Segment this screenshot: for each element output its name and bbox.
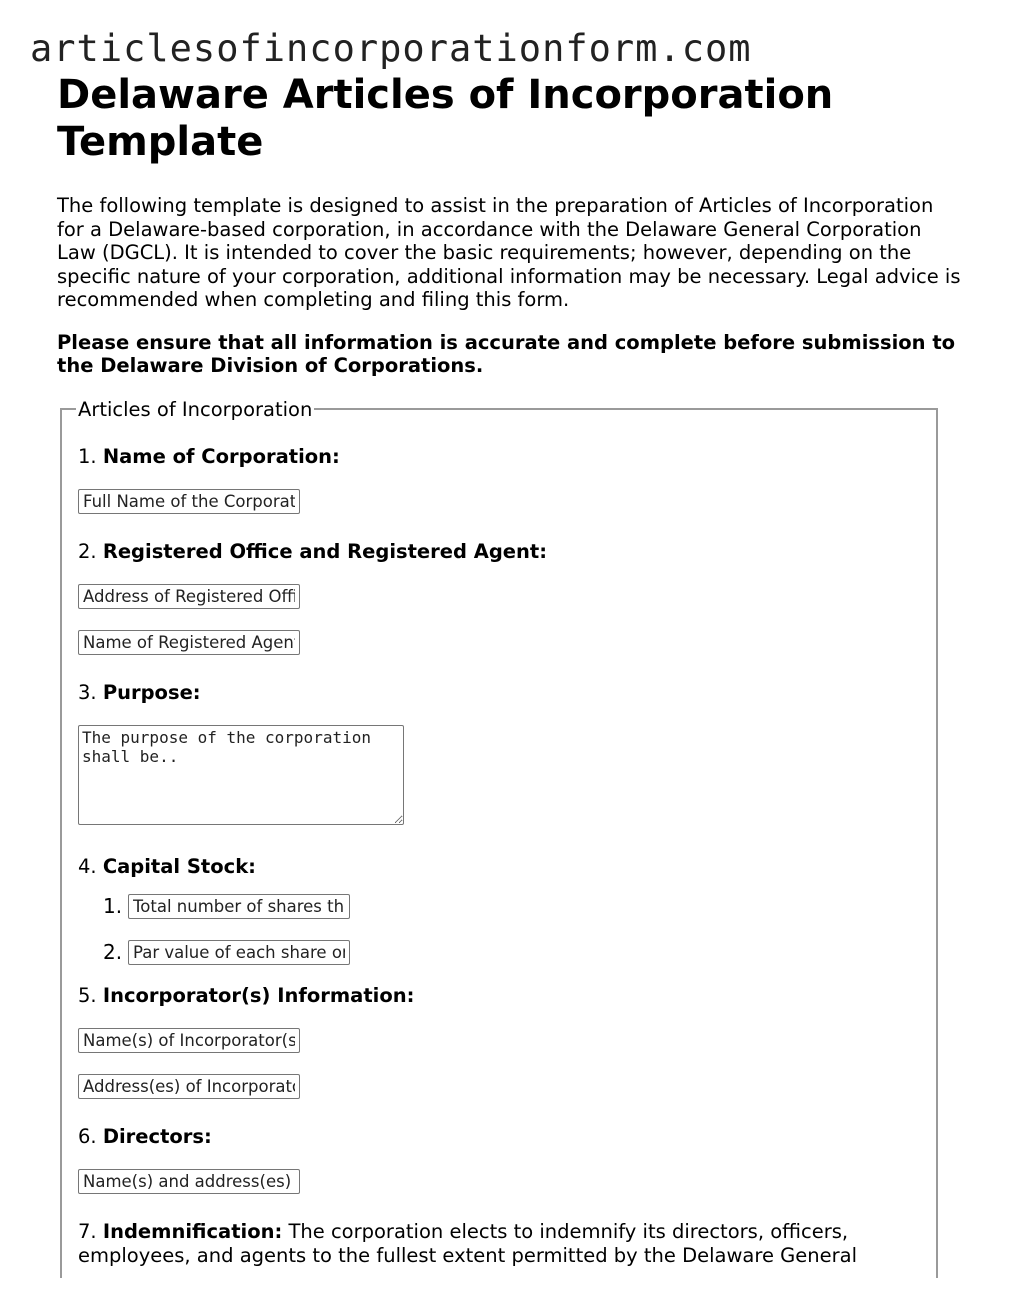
page-title: Delaware Articles of Incorporation Template <box>57 72 834 165</box>
section-label: Name of Corporation: <box>102 444 340 468</box>
total-shares-input[interactable] <box>128 894 350 919</box>
section-name <box>78 445 936 469</box>
section-indemnification <box>78 1220 878 1268</box>
site-watermark: articlesofincorporationform.com <box>30 27 752 70</box>
list-item <box>103 940 936 965</box>
section-label: Capital Stock: <box>102 854 256 878</box>
par-value-input[interactable] <box>128 940 350 965</box>
document-page <box>57 72 962 1278</box>
submission-notice: Please ensure that all information is accurate and complete before submission to the Delaware Division of Corporations. <box>57 330 956 377</box>
fieldset-legend: Articles of Incorporation <box>78 397 313 421</box>
section-directors <box>78 1125 936 1149</box>
corporation-name-input[interactable] <box>78 489 300 514</box>
section-label: Incorporator(s) Information: <box>102 983 415 1007</box>
incorporator-names-input[interactable] <box>78 1028 300 1053</box>
section-incorporators <box>78 984 936 1008</box>
list-item <box>103 894 936 919</box>
articles-fieldset <box>60 398 938 1278</box>
section-label: Purpose: <box>102 680 201 704</box>
list-number: 2. <box>103 940 123 964</box>
purpose-textarea[interactable] <box>78 725 404 825</box>
section-number: 4. <box>78 854 103 878</box>
indemnification-text: The corporation elects to indemnify its directors, officers, employees, and agents to the fullest extent permitted by the Delaware General <box>78 1219 858 1267</box>
section-number: 7. <box>78 1219 103 1243</box>
section-number: 5. <box>78 983 103 1007</box>
section-capital-stock <box>78 855 936 879</box>
section-registered-office <box>78 540 936 564</box>
section-number: 2. <box>78 539 103 563</box>
capital-stock-list <box>78 894 936 965</box>
section-label: Directors: <box>102 1124 212 1148</box>
list-number: 1. <box>103 894 123 918</box>
intro-paragraph: The following template is designed to assist in the preparation of Articles of Incorporation for a Delaware-based corporation, in accordance with the Delaware General Corporation Law (DGCL). It is intended to cover the basic requirements; however, depending on the specific nature of your corporation, additional information may be necessary. Legal advice is recommended when completing and filing this form. <box>57 194 961 311</box>
section-number: 6. <box>78 1124 103 1148</box>
incorporator-addresses-input[interactable] <box>78 1074 300 1099</box>
section-label: Indemnification: <box>102 1219 283 1243</box>
section-purpose <box>78 681 936 705</box>
directors-input[interactable] <box>78 1169 300 1194</box>
section-label: Registered Office and Registered Agent: <box>102 539 548 563</box>
section-number: 3. <box>78 680 103 704</box>
registered-office-input[interactable] <box>78 584 300 609</box>
registered-agent-input[interactable] <box>78 630 300 655</box>
section-number: 1. <box>78 444 103 468</box>
